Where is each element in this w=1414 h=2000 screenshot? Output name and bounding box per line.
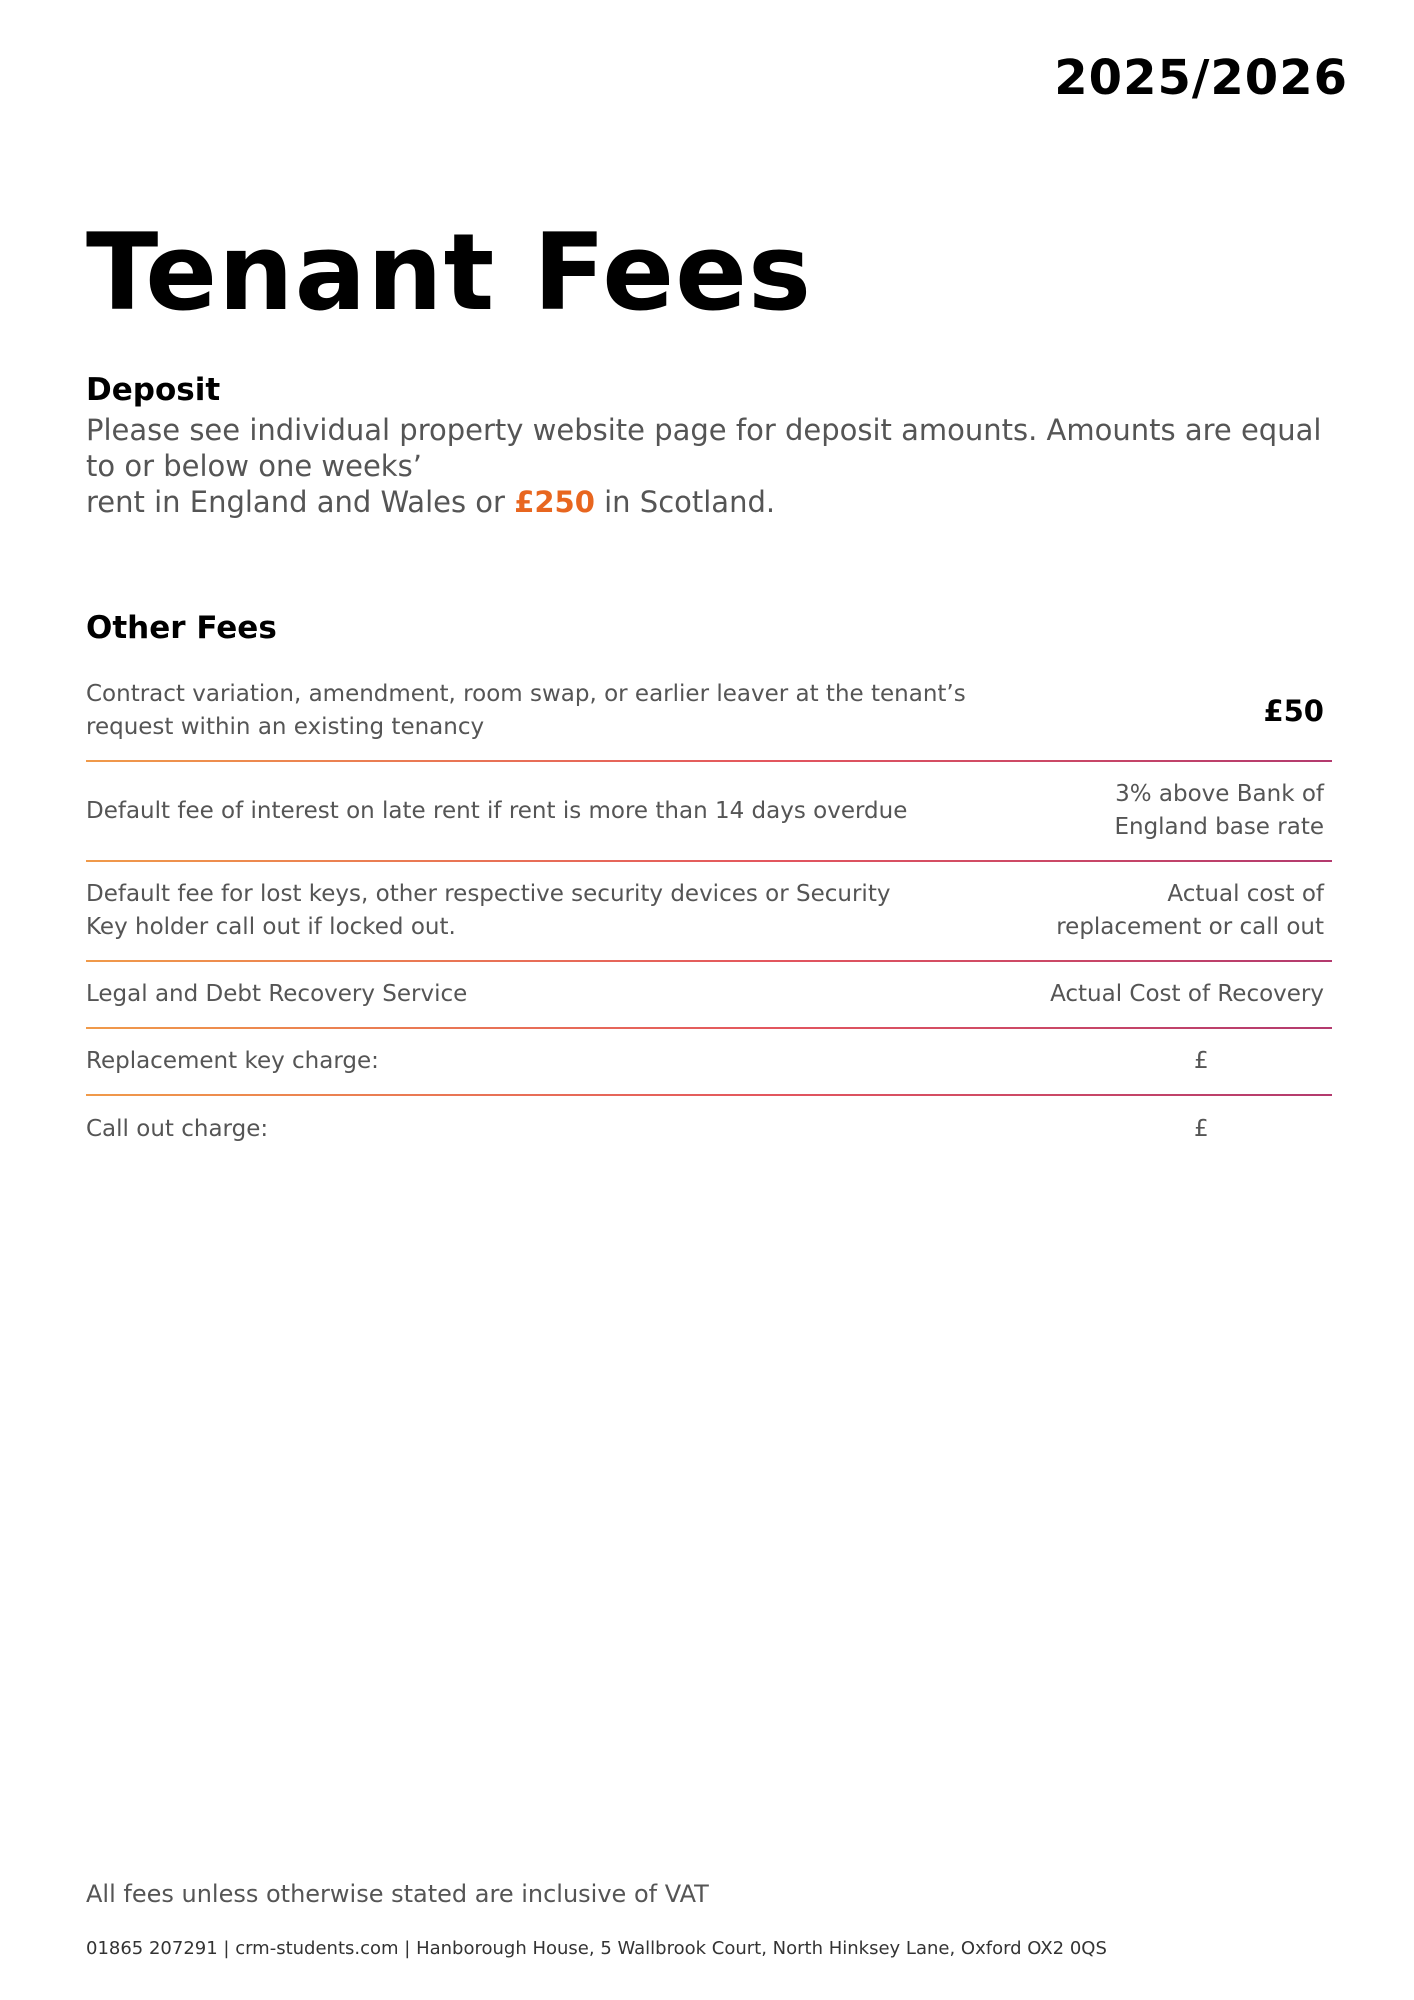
- fee-row: [86, 1029, 1332, 1096]
- deposit-heading: Deposit: [86, 372, 221, 408]
- deposit-text: [86, 412, 1336, 520]
- fee-value: £: [1194, 1048, 1209, 1074]
- deposit-scotland-amount: £250: [514, 485, 595, 519]
- fee-label: Legal and Debt Recovery Service: [86, 981, 468, 1007]
- fee-label: Default fee for lost keys, other respective security devices or Security Key holder call out if locked out.: [86, 881, 891, 940]
- deposit-text-line: to or below one weeks’: [86, 449, 422, 483]
- fee-label: Contract variation, amendment, room swap, or earlier leaver at the tenant’s request within an existing tenancy: [86, 681, 966, 740]
- deposit-text-pre: rent in England and Wales or: [86, 485, 515, 519]
- fee-row: [86, 962, 1332, 1029]
- other-fees-heading: Other Fees: [86, 610, 277, 646]
- fee-value: Actual cost of replacement or call out: [1056, 881, 1324, 940]
- fee-value: 3% above Bank of England base rate: [1114, 781, 1324, 840]
- fee-label: Default fee of interest on late rent if rent is more than 14 days overdue: [86, 797, 908, 824]
- fee-row: [86, 662, 1332, 762]
- deposit-text-post: in Scotland.: [594, 485, 776, 519]
- fee-value: £50: [1263, 693, 1324, 728]
- fee-row: [86, 862, 1332, 962]
- fee-row: [86, 762, 1332, 862]
- fee-label: Call out charge:: [86, 1116, 269, 1142]
- year-label: 2025/2026: [1054, 50, 1348, 106]
- fee-value: £: [1194, 1116, 1209, 1142]
- deposit-text-line: [86, 484, 1336, 520]
- page-title: Tenant Fees: [86, 211, 813, 334]
- fee-value: Actual Cost of Recovery: [1050, 981, 1324, 1007]
- contact-line: 01865 207291 | crm-students.com | Hanborough House, 5 Wallbrook Court, North Hinksey Lane, Oxford OX2 0QS: [86, 1938, 1107, 1959]
- fees-table: [86, 662, 1332, 1163]
- vat-note: All fees unless otherwise stated are inclusive of VAT: [86, 1880, 709, 1908]
- deposit-text-line: Please see individual property website page for deposit amounts. Amounts are equal: [86, 413, 1322, 447]
- fee-label: Replacement key charge:: [86, 1048, 379, 1074]
- fee-row: [86, 1096, 1332, 1163]
